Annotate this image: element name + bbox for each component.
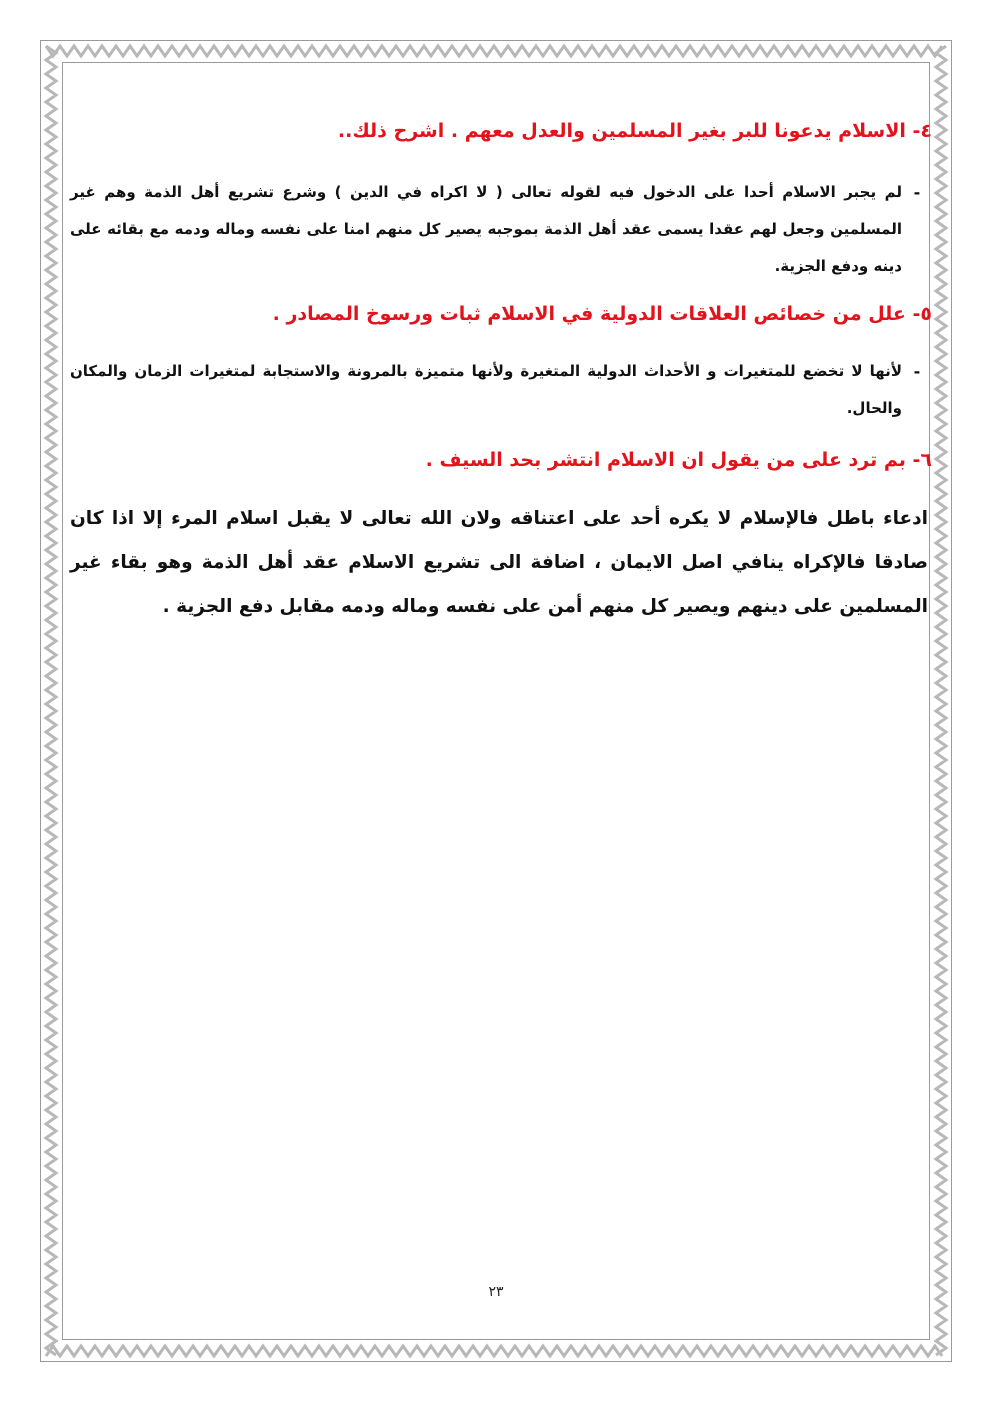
question-4-answer [70,174,932,285]
border-bottom-zigzag [46,1346,942,1356]
question-5-title: ٥- علل من خصائص العلاقات الدولية في الاسلام ثبات ورسوخ المصادر . [272,303,932,325]
bullet-dash: - [913,183,921,202]
border-top-zigzag [46,46,942,56]
page-content [70,110,932,629]
question-4-answer-text: لم يجبر الاسلام أحدا على الدخول فيه لقوله تعالى ( لا اكراه في الدين ) وشرع تشريع أهل الذمة وهم غير المسلمين وجعل لهم عقدا يسمى عقد أهل الذمة بموجبه يصير كل منهم امنا على نفسه وماله ودمه مع بقائه على دينه ودفع الجزية. [70,183,902,275]
question-4-title: ٤- الاسلام يدعونا للبر بغير المسلمين والعدل معهم . اشرح ذلك.. [337,120,932,142]
border-right-zigzag [936,46,946,1355]
question-5-answer [70,353,932,427]
bullet-dash: - [913,362,921,381]
border-left-zigzag [46,46,56,1355]
question-5-answer-text: لأنها لا تخضع للمتغيرات و الأحداث الدولية المتغيرة ولأنها متميزة بالمرونة والاستجابة لمتغيرات الزمان والمكان والحال. [70,362,902,417]
question-6-title: ٦- بم ترد على من يقول ان الاسلام انتشر بحد السيف . [425,449,932,471]
question-6-answer-text: ادعاء باطل فالإسلام لا يكره أحد على اعتناقه ولان الله تعالى لا يقبل اسلام المرء إلا اذا كان صادقا فالإكراه ينافي اصل الايمان ، اضافة الى تشريع الاسلام عقد أهل الذمة وهو بقاء غير المسلمين على دينهم ويصير كل منهم أمن على نفسه وماله ودمه مقابل دفع الجزية . [70,508,928,617]
page-number: ٢٣ [488,1284,504,1300]
